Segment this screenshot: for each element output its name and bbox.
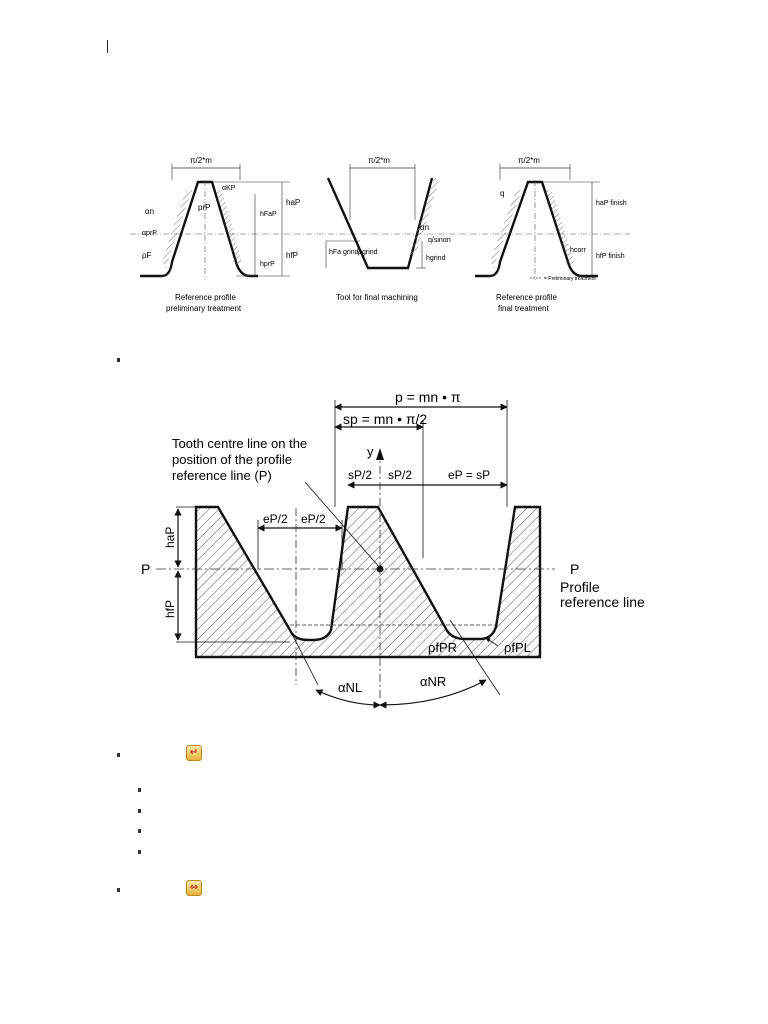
p1-h-prp: hprP — [260, 261, 275, 268]
p3-h-corr: hcorr — [570, 247, 586, 254]
p1-pr-p: prP — [198, 203, 211, 212]
p2-h-fa-grind: hFa grind — [329, 249, 359, 256]
f2-sp-half-2: sP/2 — [388, 468, 413, 482]
f2-sp-eq: sp = mn • π/2 — [343, 411, 428, 427]
p1-alpha-kp: αKP — [222, 185, 236, 192]
f2-tooth-line-3: reference line (P) — [172, 468, 272, 483]
p1-h-ap: haP — [286, 198, 301, 207]
p2-q-sin: q/sinαn — [428, 237, 451, 244]
figure-reference-profiles — [130, 150, 640, 325]
f2-tooth-line-1: Tooth centre line on the — [172, 436, 308, 451]
p3-legend: = Preliminary treatment — [544, 276, 596, 282]
bullet-sub-2 — [138, 809, 141, 813]
f2-ep-half-1: eP/2 — [263, 512, 288, 526]
enter-icon-glyph: ↵ — [189, 747, 199, 758]
f2-sp-half-1: sP/2 — [348, 468, 373, 482]
bullet-sub-1 — [138, 788, 141, 792]
f2-alpha-nr: αNR — [420, 674, 447, 689]
bullet-sub-4 — [138, 850, 141, 854]
p1-h-fap: hFaP — [260, 211, 277, 218]
p3-caption-2: final treatment — [498, 304, 549, 313]
p1-caption-2: preliminary treatment — [166, 304, 242, 313]
swap-icon-glyph: ⇔ — [189, 882, 199, 893]
bullet-2 — [117, 753, 120, 757]
enter-icon[interactable] — [186, 745, 202, 761]
f2-ep-eq-sp: eP = sP — [448, 468, 491, 482]
f2-y-label: y — [367, 444, 374, 459]
p1-h-fp: hfP — [286, 251, 299, 260]
panel-preliminary — [130, 156, 630, 313]
p3-q: q — [500, 189, 505, 198]
f2-rho-fpl: ρfPL — [504, 640, 531, 655]
text-cursor — [107, 40, 108, 53]
f2-ep-half-2: eP/2 — [301, 512, 326, 526]
f2-p-right: P — [570, 561, 580, 577]
f2-h-ap: haP — [163, 526, 177, 548]
p1-alpha-prp: αprP — [142, 230, 157, 237]
p2-rho-grind: ρgrind — [358, 249, 378, 256]
p1-pitch-label: π/2*m — [190, 156, 212, 165]
p3-caption-1: Reference profile — [496, 293, 557, 302]
p1-caption-1: Reference profile — [175, 293, 236, 302]
panel-final — [475, 156, 627, 313]
f2-alpha-nl: αNL — [338, 680, 363, 695]
f2-h-fp: hfP — [163, 599, 177, 618]
panel-tool — [326, 156, 451, 302]
p2-pitch-label: π/2*m — [368, 156, 390, 165]
bullet-1 — [117, 358, 120, 362]
p2-alpha-n: αn — [420, 223, 430, 232]
p3-h-fp-finish: hfP finish — [596, 253, 625, 260]
bullet-3 — [117, 888, 120, 892]
f2-profile-ref-1: Profile — [560, 579, 600, 595]
figure-basic-rack-profile — [130, 380, 660, 710]
f2-p-left: P — [141, 561, 151, 577]
p2-caption: Tool for final machining — [336, 293, 418, 302]
p3-pitch-label: π/2*m — [518, 156, 540, 165]
f2-rho-fpr: ρfPR — [428, 640, 458, 655]
p1-rho-f: ρF — [142, 251, 152, 260]
bullet-sub-3 — [138, 829, 141, 833]
f2-profile-ref-2: reference line — [560, 594, 645, 610]
f2-p-eq: p = mn • π — [395, 389, 461, 405]
swap-icon[interactable] — [186, 880, 202, 896]
p1-alpha-n: αn — [145, 207, 155, 216]
p3-h-ap-finish: haP finish — [596, 200, 627, 207]
f2-tooth-line-2: position of the profile — [172, 452, 292, 467]
p2-h-grind: hgrind — [426, 255, 446, 262]
